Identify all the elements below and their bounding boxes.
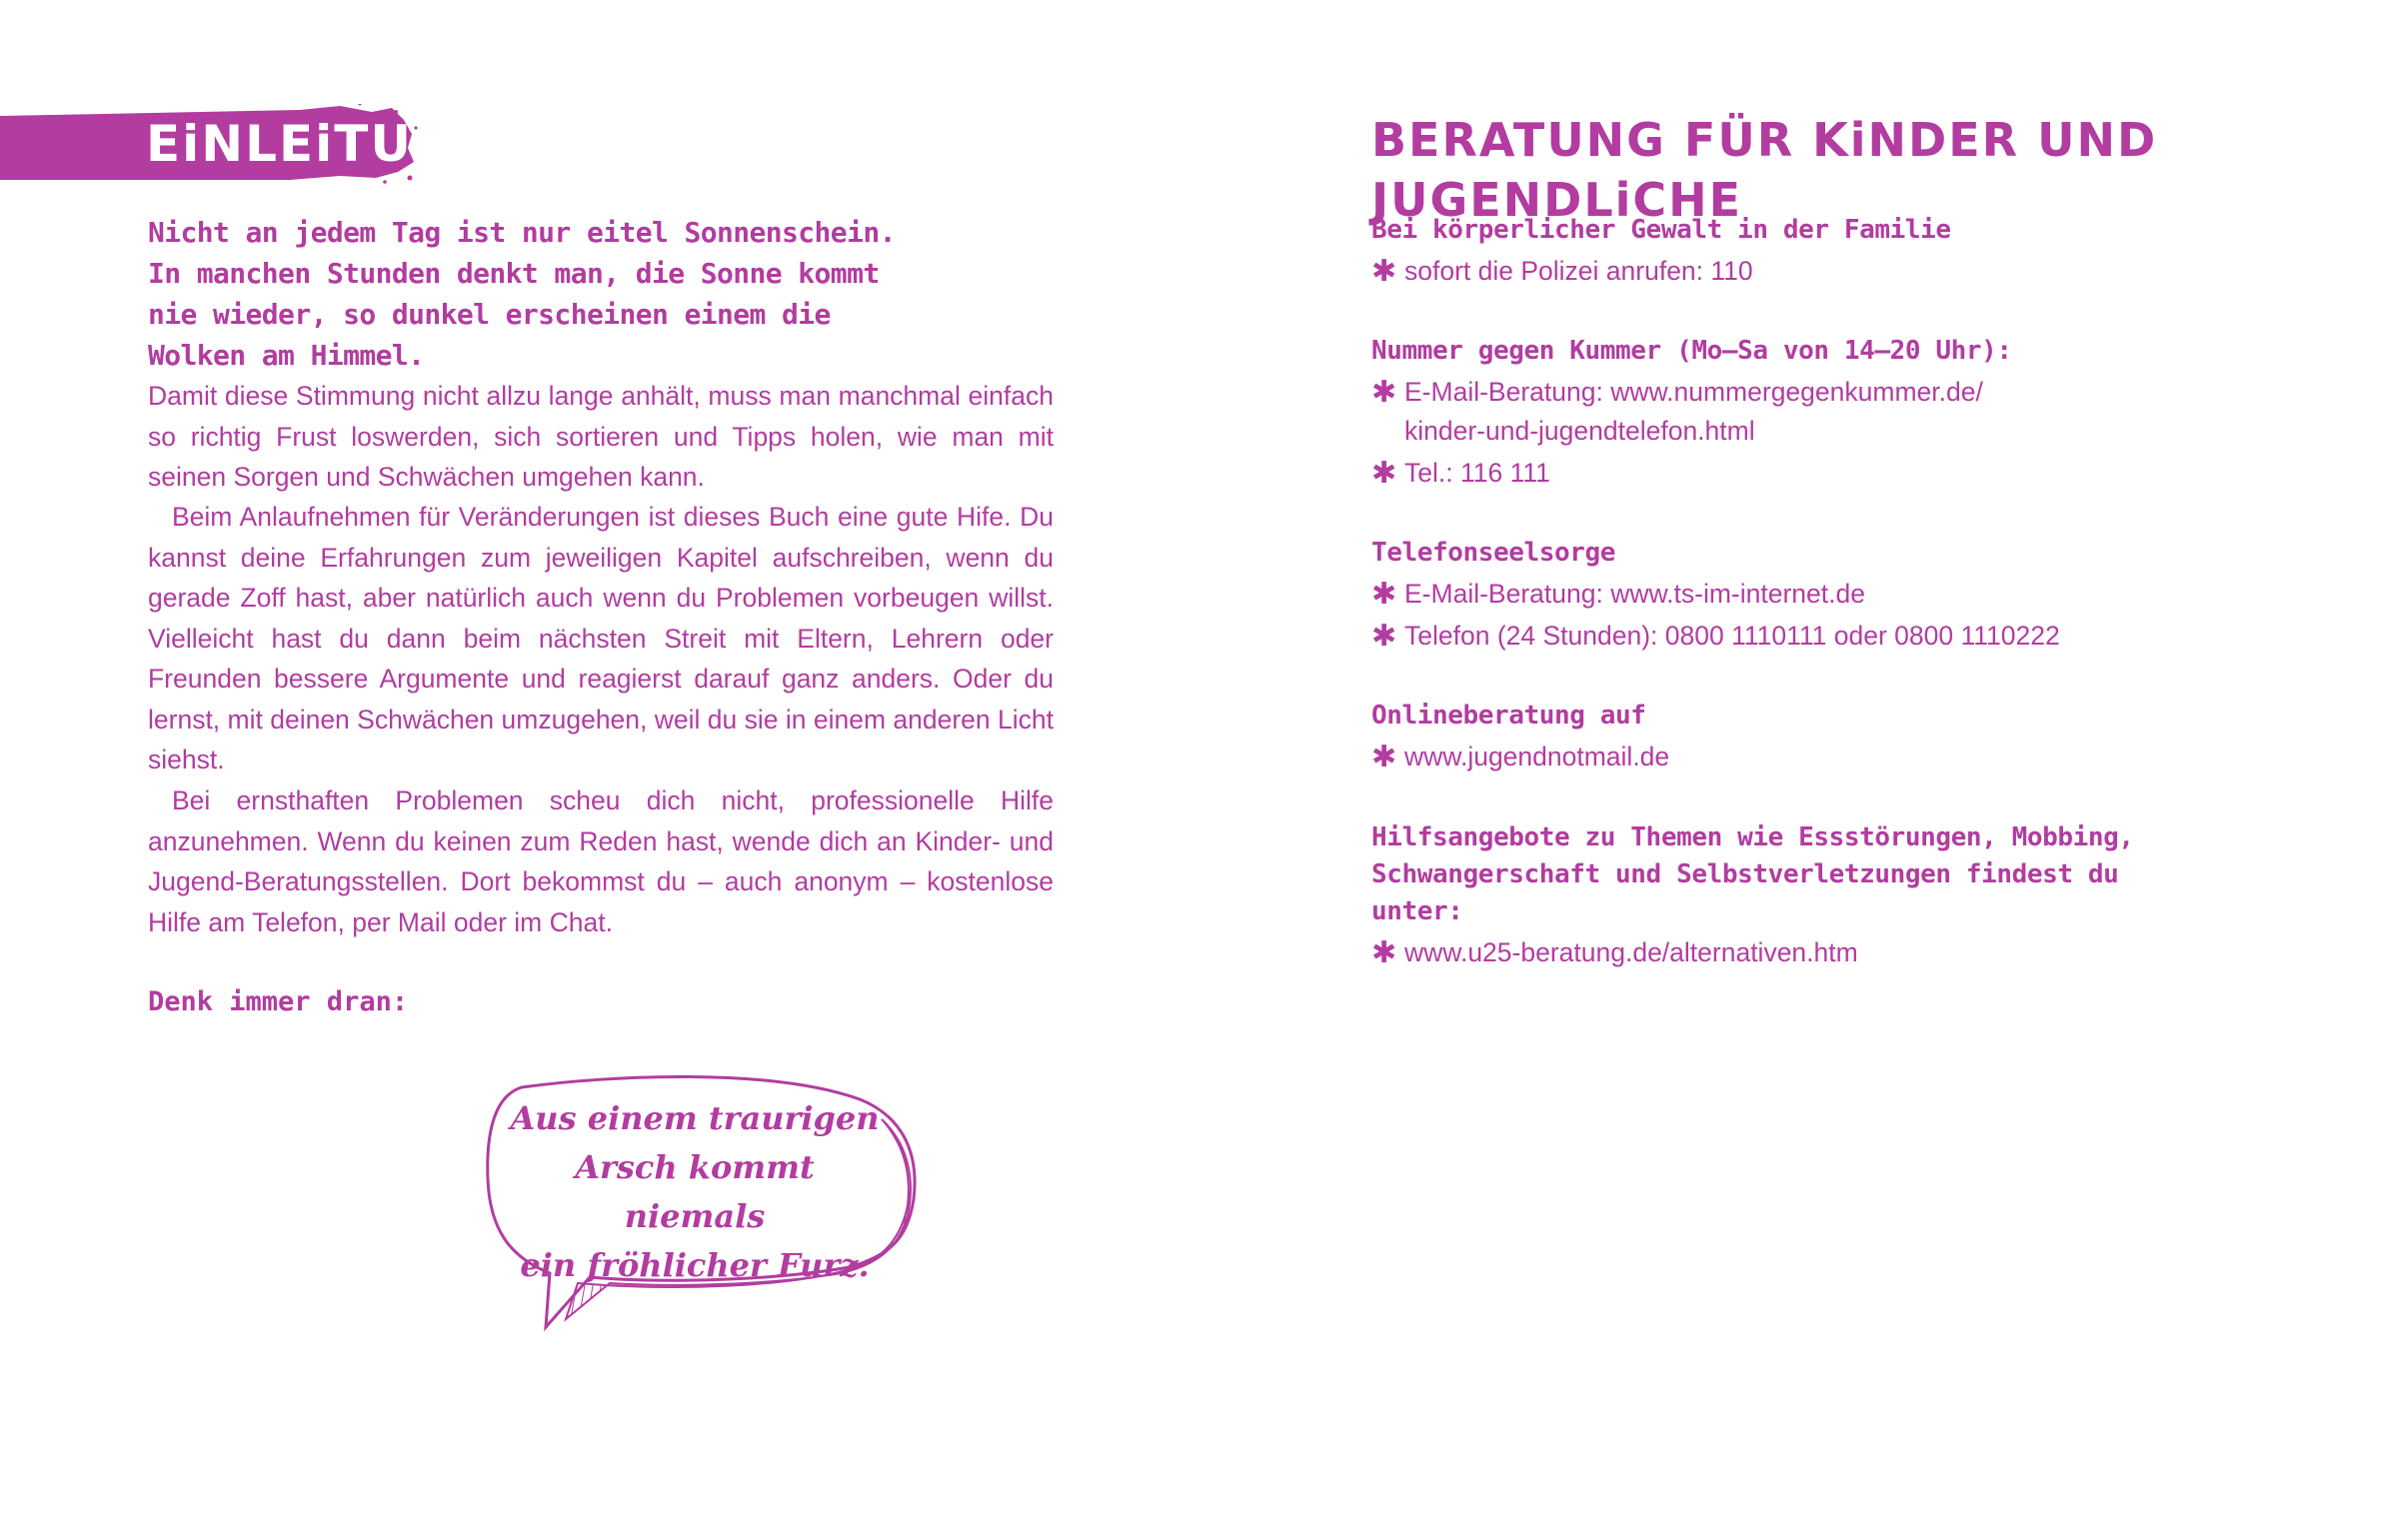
item-text: E-Mail-Beratung: www.nummergegenkummer.de/ kinder-und-jugendtelefon.html <box>1404 377 1983 446</box>
counseling-title: BERATUNG FÜR KiNDER UND JUGENDLiCHE <box>1371 113 2158 227</box>
asterisk-icon: ✱ <box>1371 375 1397 410</box>
item-text: Tel.: 116 111 <box>1404 458 1550 488</box>
speech-line-2: Arsch kommt niemals <box>575 1148 815 1235</box>
list-item <box>1371 373 2271 451</box>
item-text: Telefon (24 Stunden): 0800 1110111 oder 0800 1110222 <box>1404 621 2060 651</box>
asterisk-icon: ✱ <box>1371 619 1397 654</box>
speech-bubble-text <box>500 1094 890 1290</box>
list-item <box>1371 575 2271 614</box>
section-hilfsangebote <box>1371 819 2171 972</box>
asterisk-icon: ✱ <box>1371 740 1397 774</box>
page-heading: EiNLEiTUNG <box>146 115 500 173</box>
item-text: www.jugendnotmail.de <box>1404 742 1670 771</box>
body-paragraph-1: Damit diese Stimmung nicht allzu lange anhält, muss man manchmal einfach so richtig Frust loswerden, sich sortieren und Tipps holen, wie man mit seinen Sorgen und Schwächen umgehen kann. <box>148 381 1054 492</box>
section-domestic-violence <box>1371 212 2271 291</box>
section-onlineberatung <box>1371 698 2271 776</box>
item-text: E-Mail-Beratung: www.ts-im-internet.de <box>1404 579 1865 609</box>
asterisk-icon: ✱ <box>1371 577 1397 612</box>
list-item <box>1371 252 2271 291</box>
speech-line-1: Aus einem traurigen <box>510 1099 880 1137</box>
remember-label: Denk immer dran: <box>148 986 409 1017</box>
body-paragraph-3: Bei ernsthaften Problemen scheu dich nicht, professionelle Hilfe anzunehmen. Wenn du keinen zum Reden hast, wende dich an Kinder- und Jugend-Beratungsstellen. Dort bekommst du – auch anonym – kostenlose Hilfe am Telefon, per Mail oder im Chat. <box>148 785 1054 937</box>
speech-line-3: ein fröhlicher Furz. <box>520 1246 870 1284</box>
section-heading: Onlineberatung auf <box>1371 701 1646 731</box>
lead-paragraph: Nicht an jedem Tag ist nur eitel Sonnenschein. In manchen Stunden denkt man, die Sonne kommt nie wieder, so dunkel erscheinen einem die Wolken am Himmel. <box>148 216 896 372</box>
right-page <box>1200 0 2399 1540</box>
heading-brush-banner <box>0 104 500 184</box>
item-text: sofort die Polizei anrufen: 110 <box>1404 256 1753 286</box>
section-heading: Nummer gegen Kummer (Mo–Sa von 14–20 Uhr): <box>1371 336 2012 366</box>
section-heading: Bei körperlicher Gewalt in der Familie <box>1371 215 1951 245</box>
asterisk-icon: ✱ <box>1371 254 1397 289</box>
item-text: www.u25-beratung.de/alternativen.htm <box>1404 937 1858 967</box>
list-item <box>1371 933 2171 972</box>
body-paragraph-2: Beim Anlaufnehmen für Veränderungen ist dieses Buch eine gute Hife. Du kannst deine Erfahrungen zum jeweiligen Kapitel aufschreiben, wenn du gerade Zoff hast, aber natürlich auch wenn du Problemen vorbeugen willst. Vielleicht hast du dann beim nächsten Streit mit Eltern, Lehrern oder Freunden bessere Argumente und reagierst darauf ganz anders. Oder du lernst, mit deinen Schwächen umzugehen, weil du sie in einem anderen Licht siehst. <box>148 502 1054 774</box>
speech-bubble <box>470 1059 930 1349</box>
list-item <box>1371 738 2271 776</box>
section-telefonseelsorge <box>1371 535 2271 656</box>
section-nummer-gegen-kummer <box>1371 333 2271 493</box>
asterisk-icon: ✱ <box>1371 935 1397 970</box>
section-heading: Telefonseelsorge <box>1371 538 1616 568</box>
section-heading: Hilfsangebote zu Themen wie Essstörungen, Mobbing, Schwangerschaft und Selbstverletzungen findest du unter: <box>1371 822 2134 926</box>
list-item <box>1371 617 2271 656</box>
asterisk-icon: ✱ <box>1371 456 1397 491</box>
list-item <box>1371 454 2271 493</box>
